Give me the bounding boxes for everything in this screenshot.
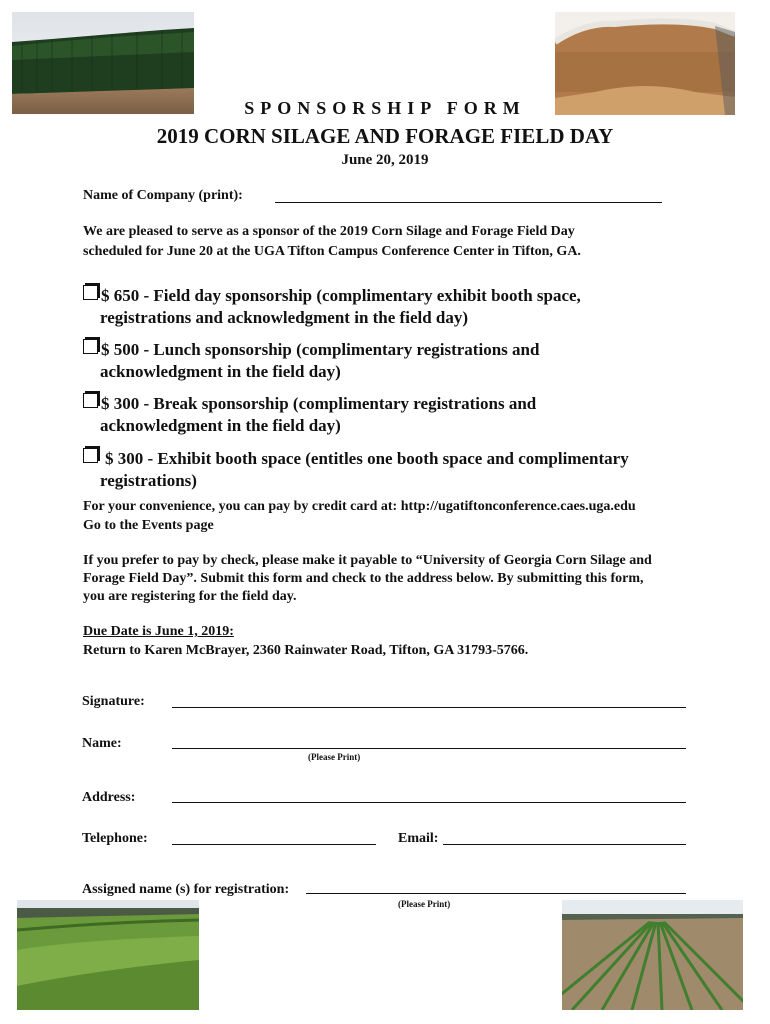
- option-650-line-1: $ 650 - Field day sponsorship (complimentary exhibit booth space,: [101, 286, 581, 305]
- checkbox-300-break[interactable]: [83, 393, 98, 408]
- credit-card-text: For your convenience, you can pay by credit card at: http://ugatiftonconference.caes.uga.edu: [83, 499, 636, 514]
- email-input-line[interactable]: [443, 844, 686, 845]
- option-500: [83, 339, 539, 361]
- address-label: Address:: [82, 790, 136, 805]
- telephone-label: Telephone:: [82, 831, 148, 846]
- grass-field-photo: [17, 900, 199, 1010]
- assigned-name-label: Assigned name (s) for registration:: [82, 882, 290, 897]
- check-text-1: If you prefer to pay by check, please make it payable to “University of Georgia Corn Silage and: [83, 553, 652, 568]
- form-label: SPONSORSHIP FORM: [244, 98, 526, 118]
- option-300-booth-line-2: registrations): [100, 471, 197, 490]
- option-300-booth-line-1: $ 300 - Exhibit booth space (entitles one booth space and complimentary: [105, 449, 629, 468]
- option-650: [83, 285, 581, 307]
- name-input-line[interactable]: [172, 748, 686, 749]
- assigned-name-input-line[interactable]: [306, 893, 686, 894]
- option-300-break: [83, 393, 536, 415]
- check-text-2: Forage Field Day”. Submit this form and check to the address below. By submitting this form,: [83, 571, 644, 586]
- option-300-booth: [83, 448, 629, 470]
- checkbox-650[interactable]: [83, 285, 98, 300]
- company-label: Name of Company (print):: [83, 188, 243, 203]
- events-page-text: Go to the Events page: [83, 518, 214, 533]
- event-title: 2019 CORN SILAGE AND FORAGE FIELD DAY: [156, 124, 614, 148]
- telephone-input-line[interactable]: [172, 844, 376, 845]
- company-input-line[interactable]: [275, 202, 662, 203]
- address-input-line[interactable]: [172, 802, 686, 803]
- event-date: June 20, 2019: [341, 152, 429, 168]
- please-print-note-2: (Please Print): [398, 899, 451, 909]
- option-650-line-2: registrations and acknowledgment in the field day): [100, 308, 469, 327]
- please-print-note: (Please Print): [308, 752, 361, 762]
- checkbox-300-booth[interactable]: [83, 448, 98, 463]
- intro-line-1: We are pleased to serve as a sponsor of the 2019 Corn Silage and Forage Field Day: [83, 224, 575, 239]
- check-text-3: you are registering for the field day.: [83, 589, 297, 604]
- signature-input-line[interactable]: [172, 707, 686, 708]
- option-500-line-1: $ 500 - Lunch sponsorship (complimentary registrations and: [101, 340, 540, 359]
- option-300-break-line-2: acknowledgment in the field day): [100, 416, 341, 435]
- checkbox-500[interactable]: [83, 339, 98, 354]
- option-500-line-2: acknowledgment in the field day): [100, 362, 341, 381]
- return-address: Return to Karen McBrayer, 2360 Rainwater Road, Tifton, GA 31793-5766.: [83, 643, 529, 658]
- email-label: Email:: [398, 831, 439, 846]
- option-300-break-line-1: $ 300 - Break sponsorship (complimentary registrations and: [101, 394, 537, 413]
- signature-label: Signature:: [82, 694, 145, 709]
- intro-line-2: scheduled for June 20 at the UGA Tifton Campus Conference Center in Tifton, GA.: [83, 244, 581, 259]
- corn-rows-photo: [562, 900, 743, 1010]
- name-label: Name:: [82, 736, 122, 751]
- due-date: Due Date is June 1, 2019:: [83, 624, 234, 639]
